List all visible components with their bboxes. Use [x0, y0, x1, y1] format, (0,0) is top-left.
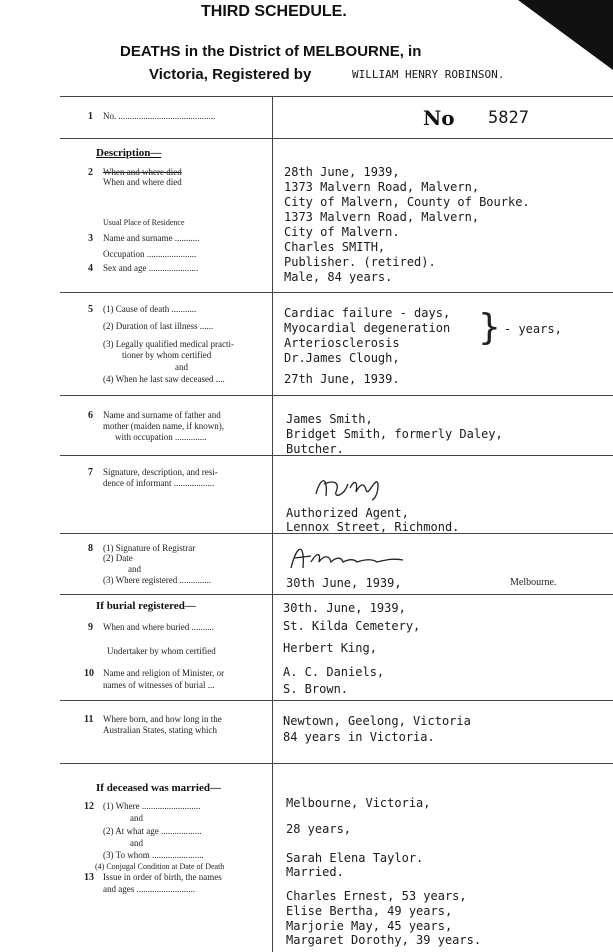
certificate-number: 5827: [488, 108, 529, 128]
entry-name: Charles SMITH,: [284, 240, 386, 254]
label-father-mother-1: Name and surname of father and: [103, 410, 221, 420]
informant-signature: [310, 470, 390, 504]
entry-registration-place: Melbourne.: [510, 577, 557, 588]
label-duration-illness: (2) Duration of last illness ......: [103, 321, 214, 331]
label-when-where-buried: When and where buried ..........: [103, 622, 214, 632]
entry-undertaker: Herbert King,: [283, 641, 377, 655]
brace-symbol: }: [478, 307, 501, 348]
label-born-2: Australian States, stating which: [103, 725, 217, 735]
rule-after-cause: [60, 395, 613, 396]
label-minister-2: names of witnesses of burial ...: [103, 680, 215, 690]
row-number-6: 6: [88, 410, 93, 421]
entry-cause-1: Cardiac failure - days,: [284, 306, 451, 320]
row-number-4: 4: [88, 263, 93, 274]
entry-informant-addr: Lennox Street, Richmond.: [286, 520, 460, 534]
registrar-signature: [285, 538, 415, 576]
title-line-2: Victoria, Registered by: [149, 66, 312, 83]
entry-death-date: 28th June, 1939,: [284, 165, 400, 179]
entry-child-2: Elise Bertha, 49 years,: [286, 904, 453, 918]
row-number-9: 9: [88, 622, 93, 633]
label-informant-1: Signature, description, and resi-: [103, 467, 218, 477]
entry-doctor: Dr.James Clough,: [284, 351, 400, 365]
married-heading: If deceased was married—: [96, 782, 221, 794]
label-occupation: Occupation ......................: [103, 249, 197, 259]
label-and: and: [175, 362, 188, 372]
label-medical-practitioner-2: tioner by whom certified: [122, 350, 212, 360]
rule-after-burial: [60, 700, 613, 701]
entry-death-place-2: City of Malvern, County of Bourke.: [284, 195, 530, 209]
entry-birthplace: Newtown, Geelong, Victoria: [283, 714, 471, 728]
entry-parent-occupation: Butcher.: [286, 442, 344, 456]
row-number-13: 13: [84, 872, 94, 883]
rule-after-no: [60, 138, 613, 139]
label-name-surname: Name and surname ...........: [103, 233, 200, 243]
entry-minister: A. C. Daniels,: [283, 665, 385, 679]
entry-years-in-state: 84 years in Victoria.: [283, 730, 435, 744]
entry-cause-3: Arteriosclerosis: [284, 336, 400, 350]
label-registrar-date: (2) Date: [103, 553, 133, 563]
row-number-5: 5: [88, 304, 93, 315]
entry-cause-duration: - years,: [504, 322, 562, 336]
label-informant-2: dence of informant ..................: [103, 478, 215, 488]
row-number-3: 3: [88, 233, 93, 244]
label-married-to: (3) To whom .......................: [103, 850, 204, 860]
entry-residence-1: 1373 Malvern Road, Malvern,: [284, 210, 480, 224]
label-cause-death: (1) Cause of death ...........: [103, 304, 197, 314]
label-when-where-died: When and where died: [103, 167, 182, 177]
row-number-11: 11: [84, 714, 94, 725]
label-born-1: Where born, and how long in the: [103, 714, 222, 724]
label-minister-1: Name and religion of Minister, or: [103, 668, 225, 678]
entry-witness: S. Brown.: [283, 682, 349, 696]
label-undertaker: Undertaker by whom certified: [107, 646, 216, 656]
entry-child-3: Marjorie May, 45 years,: [286, 919, 453, 933]
rule-top: [60, 96, 613, 97]
entry-occupation: Publisher. (retired).: [284, 255, 436, 269]
label-medical-practitioner-1: (3) Legally qualified medical practi-: [103, 339, 234, 349]
label-last-saw: (4) When he last saw deceased ....: [103, 374, 225, 384]
registrar-name: WILLIAM HENRY ROBINSON.: [352, 68, 505, 81]
row-number-1: 1: [88, 111, 93, 122]
label-where-registered: (3) Where registered ..............: [103, 575, 212, 585]
label-married-and-2: and: [130, 838, 143, 848]
label-conjugal: (4) Conjugal Condition at Date of Death: [95, 862, 225, 871]
label-registrar-and: and: [128, 564, 141, 574]
entry-informant-desc: Authorized Agent,: [286, 506, 409, 520]
entry-married-where: Melbourne, Victoria,: [286, 796, 431, 810]
label-usual-residence: Usual Place of Residence: [103, 218, 185, 227]
label-registrar-signature: (1) Signature of Registrar: [103, 543, 196, 553]
scan-corner-shadow: [518, 0, 613, 70]
rule-after-birthplace: [60, 763, 613, 764]
entry-child-4: Margaret Dorothy, 39 years.: [286, 933, 482, 947]
label-married-and-1: and: [130, 813, 143, 823]
label-issue-1: Issue in order of birth, the names: [103, 872, 222, 882]
burial-heading: If burial registered—: [96, 600, 196, 612]
title-line-1: DEATHS in the District of MELBOURNE, in: [120, 43, 422, 60]
entry-father: James Smith,: [286, 412, 373, 426]
label-sex-age: Sex and age ......................: [103, 263, 199, 273]
schedule-title: THIRD SCHEDULE.: [201, 3, 347, 20]
row-number-2: 2: [88, 167, 93, 178]
entry-married-age: 28 years,: [286, 822, 352, 836]
entry-spouse: Sarah Elena Taylor.: [286, 851, 424, 865]
row-number-12: 12: [84, 801, 94, 812]
entry-cause-2: Myocardial degeneration: [284, 321, 451, 335]
rule-after-description: [60, 292, 613, 293]
description-heading: Description—: [96, 147, 162, 159]
entry-last-seen: 27th June, 1939.: [284, 372, 400, 386]
entry-registration-date: 30th June, 1939,: [286, 576, 402, 590]
entry-cemetery: St. Kilda Cemetery,: [283, 619, 421, 633]
row-number-7: 7: [88, 467, 93, 478]
label-father-mother-3: with occupation ..............: [115, 432, 207, 442]
label-when-where-died-2: When and where died: [103, 177, 182, 187]
rule-after-registration: [60, 594, 613, 595]
entry-conjugal: Married.: [286, 865, 344, 879]
entry-mother: Bridget Smith, formerly Daley,: [286, 427, 503, 441]
certificate-no-label: No: [423, 106, 455, 130]
row-number-8: 8: [88, 543, 93, 554]
entry-residence-2: City of Malvern.: [284, 225, 400, 239]
entry-sex-age: Male, 84 years.: [284, 270, 393, 284]
label-married-where: (1) Where ..........................: [103, 801, 201, 811]
label-married-age: (2) At what age ..................: [103, 826, 202, 836]
entry-child-1: Charles Ernest, 53 years,: [286, 889, 467, 903]
entry-death-place-1: 1373 Malvern Road, Malvern,: [284, 180, 480, 194]
label-issue-2: and ages ..........................: [103, 884, 195, 894]
label-father-mother-2: mother (maiden name, if known),: [103, 421, 224, 431]
row-number-10: 10: [84, 668, 94, 679]
column-divider: [272, 97, 273, 952]
label-no: No. ...........................................: [103, 111, 216, 121]
entry-burial-date: 30th. June, 1939,: [283, 601, 406, 615]
